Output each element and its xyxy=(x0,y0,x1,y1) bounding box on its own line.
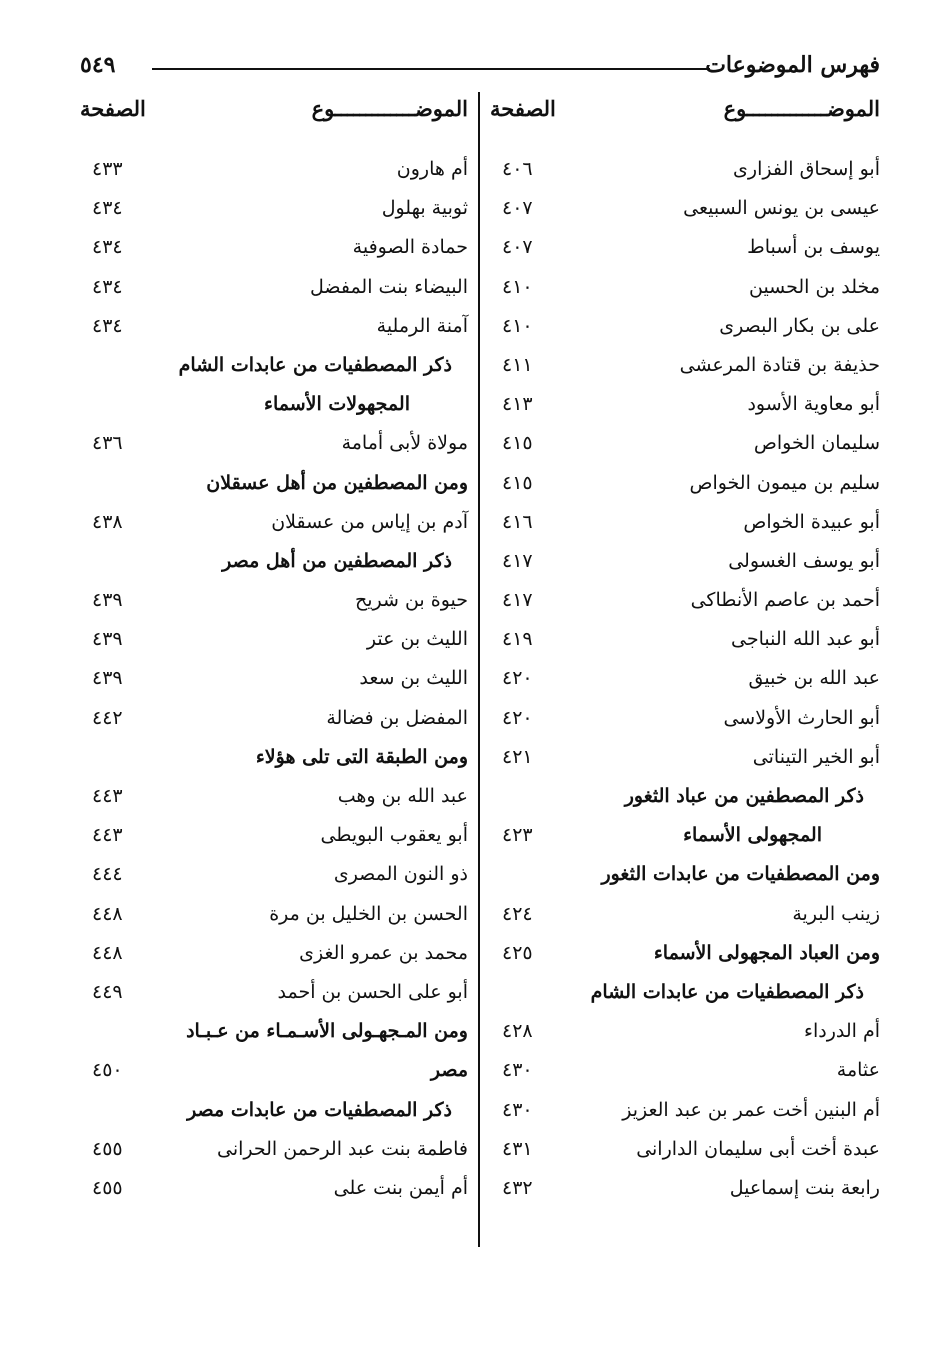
entry-topic: أحمد بن عاصم الأنطاكى xyxy=(690,589,880,612)
column-divider xyxy=(478,92,480,1247)
index-entry xyxy=(80,426,468,465)
topic-header: الموضـــــــــــــوع xyxy=(723,96,880,121)
index-entry xyxy=(80,152,468,191)
entry-page: ٤٣٢ xyxy=(502,1176,533,1199)
entry-page: ٤٣٩ xyxy=(92,667,123,690)
index-entry xyxy=(490,466,880,505)
running-header xyxy=(80,52,880,88)
index-entry xyxy=(80,1132,468,1171)
entry-topic: أبو على الحسن بن أحمد xyxy=(277,980,468,1003)
entry-page: ٤٥٠ xyxy=(92,1059,123,1082)
index-entry xyxy=(490,309,880,348)
section-heading-row xyxy=(490,779,880,818)
entry-topic: ثوبية بهلول xyxy=(381,197,468,220)
entry-topic: محمد بن عمرو الغزى xyxy=(299,941,468,964)
section-heading-row xyxy=(490,818,880,857)
index-entry xyxy=(490,1014,880,1053)
index-entry xyxy=(80,270,468,309)
entry-topic: عيسى بن يونس السبيعى xyxy=(683,197,880,220)
entry-topic: المجهولى الأسماء xyxy=(683,824,822,847)
entry-topic: أم هارون xyxy=(396,158,468,180)
index-entry xyxy=(490,583,880,622)
index-entry xyxy=(80,936,468,975)
entry-page: ٤١٥ xyxy=(502,471,533,494)
left-column-header xyxy=(80,92,468,132)
index-entry xyxy=(80,661,468,700)
entry-topic: المفضل بن فضالة xyxy=(326,706,468,729)
entry-page: ٤١٧ xyxy=(502,589,533,612)
entry-page: ٤٥٥ xyxy=(92,1176,123,1199)
entry-topic: أم البنين أخت عمر بن عبد العزيز xyxy=(622,1098,880,1121)
entry-page: ٤٣٦ xyxy=(92,432,123,455)
entry-page: ٤٢٠ xyxy=(502,667,533,690)
entry-topic: الحسن بن الخليل بن مرة xyxy=(269,902,468,925)
entry-page: ٤٢٣ xyxy=(502,824,533,847)
entry-topic: عبد الله بن وهب xyxy=(337,785,468,807)
entry-page: ٤٣٩ xyxy=(92,628,123,651)
entry-topic: عبد الله بن خبيق xyxy=(748,667,880,690)
left-entries xyxy=(80,152,468,1210)
entry-topic: حيوة بن شريح xyxy=(354,589,468,612)
left-column xyxy=(80,92,468,1199)
entry-topic: ذكر المصطفيات من عابدات الشام xyxy=(590,980,864,1003)
entry-page: ٤٢٨ xyxy=(502,1020,533,1043)
entry-topic: ذكر المصطفيات من عابدات مصر xyxy=(187,1098,452,1121)
entry-page: ٤٤٣ xyxy=(92,785,123,807)
entry-page: ٤٠٧ xyxy=(502,197,533,220)
entry-topic: عثامة xyxy=(836,1059,880,1082)
entry-page: ٤٣٩ xyxy=(92,589,123,612)
index-entry xyxy=(80,191,468,230)
index-entry xyxy=(80,975,468,1014)
index-entry xyxy=(80,701,468,740)
section-heading-row xyxy=(80,1014,468,1053)
index-entry xyxy=(490,897,880,936)
index-entry xyxy=(80,622,468,661)
index-entry xyxy=(490,544,880,583)
index-entry xyxy=(80,1171,468,1210)
running-title: فهرس الموضوعات xyxy=(705,52,880,78)
entry-topic: أم الدرداء xyxy=(804,1020,880,1043)
entry-topic: ومن الطبقة التى تلى هؤلاء xyxy=(255,745,468,768)
entry-page: ٤٤٤ xyxy=(92,863,123,886)
entry-topic: أبو عبد الله النباجى xyxy=(731,628,880,651)
index-entry xyxy=(490,661,880,700)
section-heading-row xyxy=(80,544,468,583)
entry-topic: آدم بن إياس من عسقلان xyxy=(271,510,468,533)
topic-header: الموضـــــــــــــوع xyxy=(311,96,468,121)
entry-page: ٤٢٠ xyxy=(502,706,533,729)
index-entry xyxy=(490,348,880,387)
entry-topic: أبو عبيدة الخواص xyxy=(743,510,880,533)
index-entry xyxy=(490,426,880,465)
index-entry xyxy=(80,583,468,622)
entry-page: ٤٥٥ xyxy=(92,1137,123,1160)
entry-page: ٤٤٨ xyxy=(92,941,123,964)
entry-topic: أبو إسحاق الفزارى xyxy=(733,158,880,180)
entry-topic: حذيفة بن قتادة المرعشى xyxy=(679,353,880,376)
page-header: الصفحة xyxy=(490,96,556,121)
index-entry xyxy=(490,270,880,309)
entry-topic: زينب البرية xyxy=(792,902,880,925)
entry-page: ٤١٦ xyxy=(502,510,533,533)
entry-topic: المجهولات الأسماء xyxy=(264,393,410,416)
entry-topic: على بن بكار البصرى xyxy=(719,314,880,337)
section-heading-row xyxy=(80,1053,468,1092)
entry-page: ٤٢٤ xyxy=(502,902,533,925)
entry-topic: سليمان الخواص xyxy=(753,432,880,455)
entry-topic: أبو يعقوب البويطى xyxy=(320,824,468,847)
index-entry xyxy=(80,230,468,269)
right-entries xyxy=(490,152,880,1210)
entry-topic: أم أيمن بنت على xyxy=(333,1176,468,1199)
entry-topic: ومن المـجهـولى الأسـمـاء من عـبـاد xyxy=(186,1020,468,1043)
entry-topic: الليث بن عتر xyxy=(366,628,468,651)
entry-page: ٤١٧ xyxy=(502,549,533,572)
entry-page: ٤١١ xyxy=(502,353,533,376)
entry-topic: البيضاء بنت المفضل xyxy=(309,275,468,298)
index-entry xyxy=(80,779,468,818)
entry-topic: ذكر المصطفيات من عابدات الشام xyxy=(178,353,452,376)
entry-topic: آمنة الرملية xyxy=(376,314,468,337)
entry-page: ٤٤٩ xyxy=(92,980,123,1003)
entry-topic: فاطمة بنت عبد الرحمن الحرانى xyxy=(216,1137,468,1160)
entry-page: ٤١٣ xyxy=(502,393,533,416)
section-heading-row xyxy=(490,975,880,1014)
entry-page: ٤٣٤ xyxy=(92,236,123,259)
header-rule xyxy=(152,68,710,70)
right-column xyxy=(490,92,880,1199)
entry-page: ٤٣٤ xyxy=(92,197,123,220)
section-heading-row xyxy=(490,936,880,975)
entry-page: ٤١٠ xyxy=(502,275,533,298)
index-entry xyxy=(490,1093,880,1132)
index-entry xyxy=(80,818,468,857)
section-heading-row xyxy=(80,466,468,505)
index-entry xyxy=(490,387,880,426)
section-heading-row xyxy=(80,348,468,387)
entry-page: ٤٤٣ xyxy=(92,824,123,847)
section-heading-row xyxy=(80,387,468,426)
entry-page: ٤٠٧ xyxy=(502,236,533,259)
entry-topic: ومن المصطفين من أهل عسقلان xyxy=(206,471,468,494)
entry-topic: مخلد بن الحسين xyxy=(748,275,880,298)
page-number: ٥٤٩ xyxy=(80,52,116,78)
index-entry xyxy=(490,152,880,191)
entry-page: ٤٤٨ xyxy=(92,902,123,925)
entry-page: ٤٣٨ xyxy=(92,510,123,533)
entry-topic: رابعة بنت إسماعيل xyxy=(729,1176,880,1199)
entry-topic: ومن العباد المجهولى الأسماء xyxy=(653,941,880,964)
entry-topic: سليم بن ميمون الخواص xyxy=(689,471,880,494)
section-heading-row xyxy=(490,857,880,896)
index-entry xyxy=(490,1171,880,1210)
index-entry xyxy=(490,191,880,230)
right-column-header xyxy=(490,92,880,132)
entry-page: ٤٣٠ xyxy=(502,1059,533,1082)
index-entry xyxy=(490,740,880,779)
page-header: الصفحة xyxy=(80,96,146,121)
section-heading-row xyxy=(80,740,468,779)
entry-topic: أبو الحارث الأولاسى xyxy=(723,706,880,729)
entry-page: ٤٤٢ xyxy=(92,706,123,729)
entry-page: ٤٣٠ xyxy=(502,1098,533,1121)
entry-page: ٤٠٦ xyxy=(502,158,533,180)
entry-page: ٤٣٤ xyxy=(92,275,123,298)
index-entry xyxy=(490,1053,880,1092)
entry-page: ٤٣١ xyxy=(502,1137,533,1160)
entry-page: ٤٢٥ xyxy=(502,941,533,964)
index-entry xyxy=(80,309,468,348)
entry-topic: الليث بن سعد xyxy=(359,667,468,690)
entry-topic: مولاة لأبى أمامة xyxy=(341,432,468,455)
index-entry xyxy=(490,701,880,740)
entry-page: ٤٣٣ xyxy=(92,158,123,180)
index-entry xyxy=(490,505,880,544)
entry-page: ٤١٩ xyxy=(502,628,533,651)
entry-topic: ذو النون المصرى xyxy=(333,863,468,886)
entry-topic: مصر xyxy=(430,1059,468,1082)
entry-topic: ذكر المصطفين من عباد الثغور xyxy=(624,785,864,807)
entry-topic: ومن المصطفيات من عابدات الثغور xyxy=(601,863,880,886)
entry-topic: أبو الخير التيناتى xyxy=(752,745,880,768)
entry-topic: أبو يوسف الغسولى xyxy=(728,549,880,572)
index-entry xyxy=(80,897,468,936)
index-entry xyxy=(490,1132,880,1171)
entry-page: ٤١٥ xyxy=(502,432,533,455)
entry-topic: حمادة الصوفية xyxy=(352,236,468,259)
index-entry xyxy=(80,857,468,896)
index-entry xyxy=(490,622,880,661)
entry-topic: عبدة أخت أبى سليمان الدارانى xyxy=(636,1137,880,1160)
entry-topic: يوسف بن أسباط xyxy=(747,236,880,259)
section-heading-row xyxy=(80,1093,468,1132)
entry-page: ٤١٠ xyxy=(502,314,533,337)
entry-topic: ذكر المصطفين من أهل مصر xyxy=(222,549,452,572)
entry-page: ٤٢١ xyxy=(502,745,533,768)
index-entry xyxy=(490,230,880,269)
entry-page: ٤٣٤ xyxy=(92,314,123,337)
entry-topic: أبو معاوية الأسود xyxy=(747,393,880,416)
index-entry xyxy=(80,505,468,544)
